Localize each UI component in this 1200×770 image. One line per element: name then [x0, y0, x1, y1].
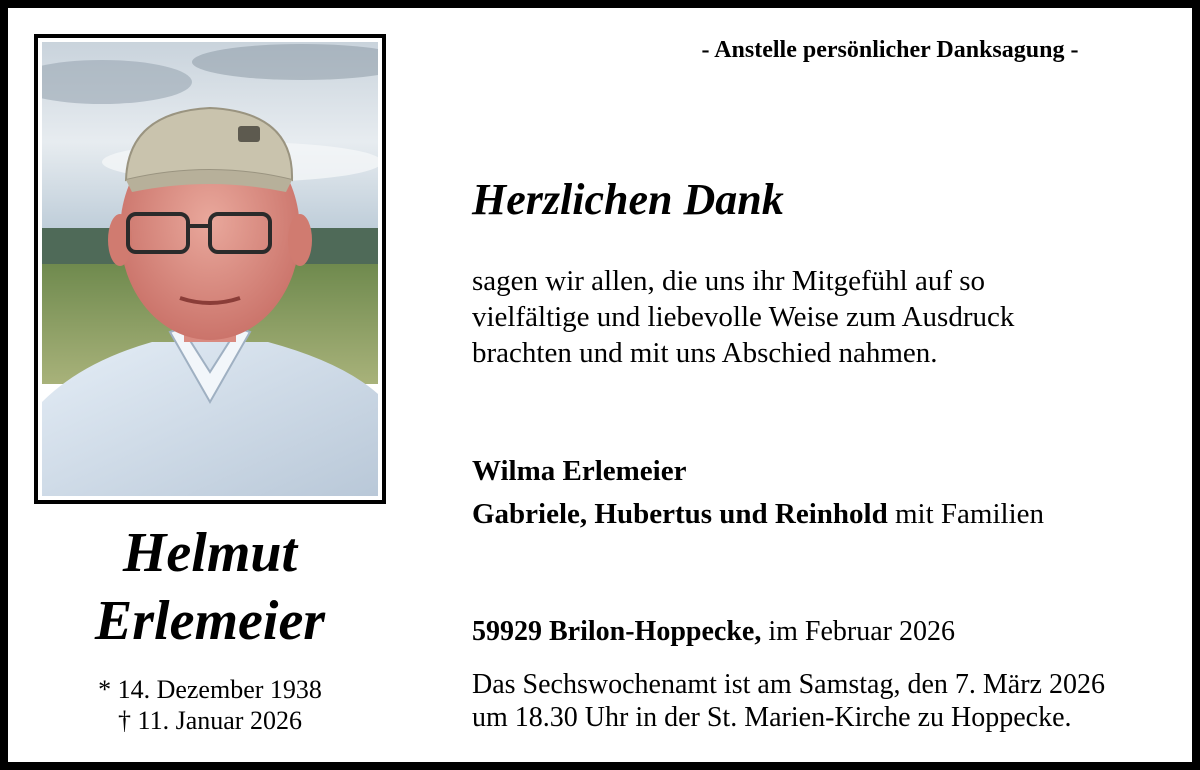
birth-date: * 14. Dezember 1938: [98, 675, 322, 704]
signatory-names: Gabriele, Hubertus und Reinhold: [472, 498, 888, 530]
headline: Herzlichen Dank: [472, 175, 784, 224]
place-date: [472, 614, 955, 650]
deceased-first-name: Helmut: [122, 522, 298, 584]
portrait-photo: [42, 42, 378, 496]
thanks-message: [472, 263, 1162, 371]
portrait-frame: [34, 34, 386, 504]
service-line: um 18.30 Uhr in der St. Marien-Kirche zu Hoppecke.: [472, 702, 1072, 733]
service-line: Das Sechswochenamt ist am Samstag, den 7. März 2026: [472, 669, 1105, 700]
service-notice: [472, 668, 1105, 734]
place: 59929 Brilon-Hoppecke,: [472, 616, 762, 647]
message-line: brachten und mit uns Abschied nahmen.: [472, 337, 938, 369]
signatory-suffix: mit Familien: [887, 498, 1045, 530]
signatory-family: [472, 496, 1044, 532]
message-line: vielfältige und liebevolle Weise zum Ausdruck: [472, 301, 1015, 333]
message-line: sagen wir allen, die uns ihr Mitgefühl auf so: [472, 265, 986, 297]
deceased-last-name: Erlemeier: [94, 590, 326, 652]
death-date: † 11. Januar 2026: [118, 706, 302, 735]
header-note: - Anstelle persönlicher Danksagung -: [701, 37, 1079, 63]
date: im Februar 2026: [761, 616, 955, 647]
signatory-primary: Wilma Erlemeier: [472, 455, 687, 487]
